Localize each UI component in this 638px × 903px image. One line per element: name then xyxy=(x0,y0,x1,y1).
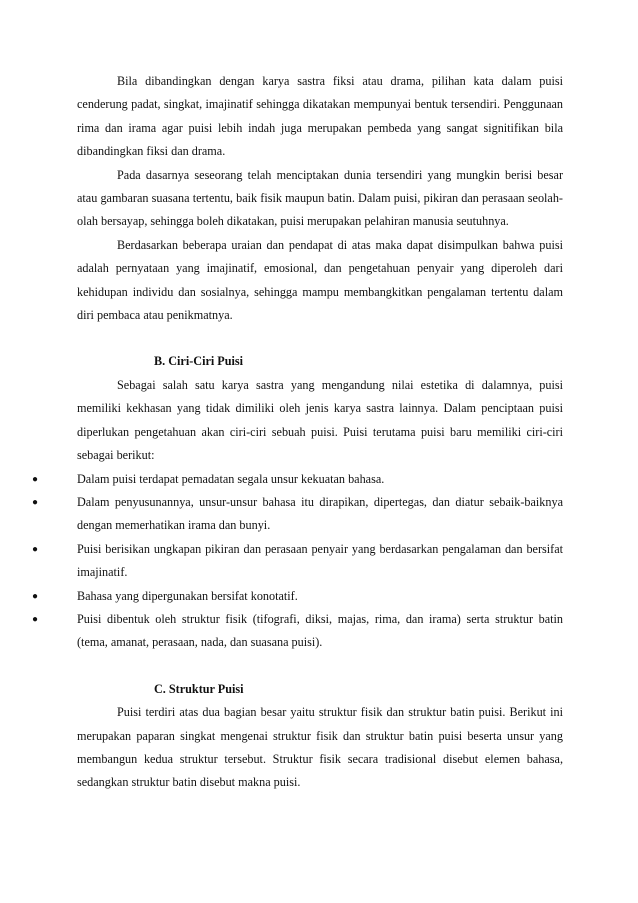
section-c-paragraph: Puisi terdiri atas dua bagian besar yaitu struktur fisik dan struktur batin puisi. Berikut ini merupakan paparan singkat mengenai struktur fisik dan struktur batin puisi beserta unsur yang membangun kedua struktur tersebut. Struktur fisik secara tradisional disebut elemen bahasa, sedangkan struktur batin disebut makna puisi. xyxy=(77,705,563,790)
list-item xyxy=(32,585,563,608)
list-item-text: Dalam puisi terdapat pemadatan segala unsur kekuatan bahasa. xyxy=(77,471,385,486)
section-c-heading: C. Struktur Puisi xyxy=(154,681,244,696)
list-item xyxy=(32,491,563,538)
section-b-heading: B. Ciri-Ciri Puisi xyxy=(154,354,244,369)
ciri-ciri-list xyxy=(32,468,563,655)
list-item xyxy=(32,538,563,585)
intro-paragraph-1: Bila dibandingkan dengan karya sastra fiksi atau drama, pilihan kata dalam puisi cenderung padat, singkat, imajinatif sehingga dikatakan mempunyai bentuk tersendiri. Penggunaan rima dan irama agar puisi lebih indah juga merupakan pembeda yang sangat signitifikan bila dibandingkan fiksi dan drama. xyxy=(77,74,563,159)
bullet-icon: ● xyxy=(32,473,39,485)
page-content xyxy=(32,70,563,795)
list-item-text: Dalam penyusunannya, unsur-unsur bahasa itu dirapikan, dipertegas, dan diatur sebaik-baiknya dengan memerhatikan irama dan bunyi. xyxy=(77,494,563,533)
list-item-text: Puisi berisikan ungkapan pikiran dan perasaan penyair yang berdasarkan pengalaman dan bersifat imajinatif. xyxy=(77,541,563,580)
bullet-icon: ● xyxy=(32,590,39,602)
bullet-icon: ● xyxy=(32,613,39,625)
list-item-text: Bahasa yang dipergunakan bersifat konotatif. xyxy=(77,588,298,603)
list-item xyxy=(32,608,563,655)
list-item xyxy=(32,468,563,491)
bullet-icon: ● xyxy=(32,496,39,508)
bullet-icon: ● xyxy=(32,543,39,555)
list-item-text: Puisi dibentuk oleh struktur fisik (tifografi, diksi, majas, rima, dan irama) serta struktur batin (tema, amanat, perasaan, nada, dan suasana puisi). xyxy=(77,611,563,650)
intro-paragraph-2: Pada dasarnya seseorang telah menciptakan dunia tersendiri yang mungkin berisi besar atau gambaran suasana tertentu, baik fisik maupun batin. Dalam puisi, pikiran dan perasaan seolah-olah bersayap, sehingga boleh dikatakan, puisi merupakan pelahiran manusia seutuhnya. xyxy=(77,167,563,229)
section-b-paragraph: Sebagai salah satu karya sastra yang mengandung nilai estetika di dalamnya, puisi memiliki kekhasan yang tidak dimiliki oleh jenis karya sastra lainnya. Dalam penciptaan puisi diperlukan pengetahuan akan ciri-ciri sebuah puisi. Puisi terutama puisi baru memiliki ciri-ciri sebagai berikut: xyxy=(77,377,563,463)
intro-paragraph-3: Berdasarkan beberapa uraian dan pendapat di atas maka dapat disimpulkan bahwa puisi adalah pernyataan yang imajinatif, emosional, dan pengetahuan penyair yang diperoleh dari kehidupan individu dan sosialnya, sehingga mampu membangkitkan pengalaman tertentu dalam diri pembaca atau penikmatnya. xyxy=(77,237,563,323)
